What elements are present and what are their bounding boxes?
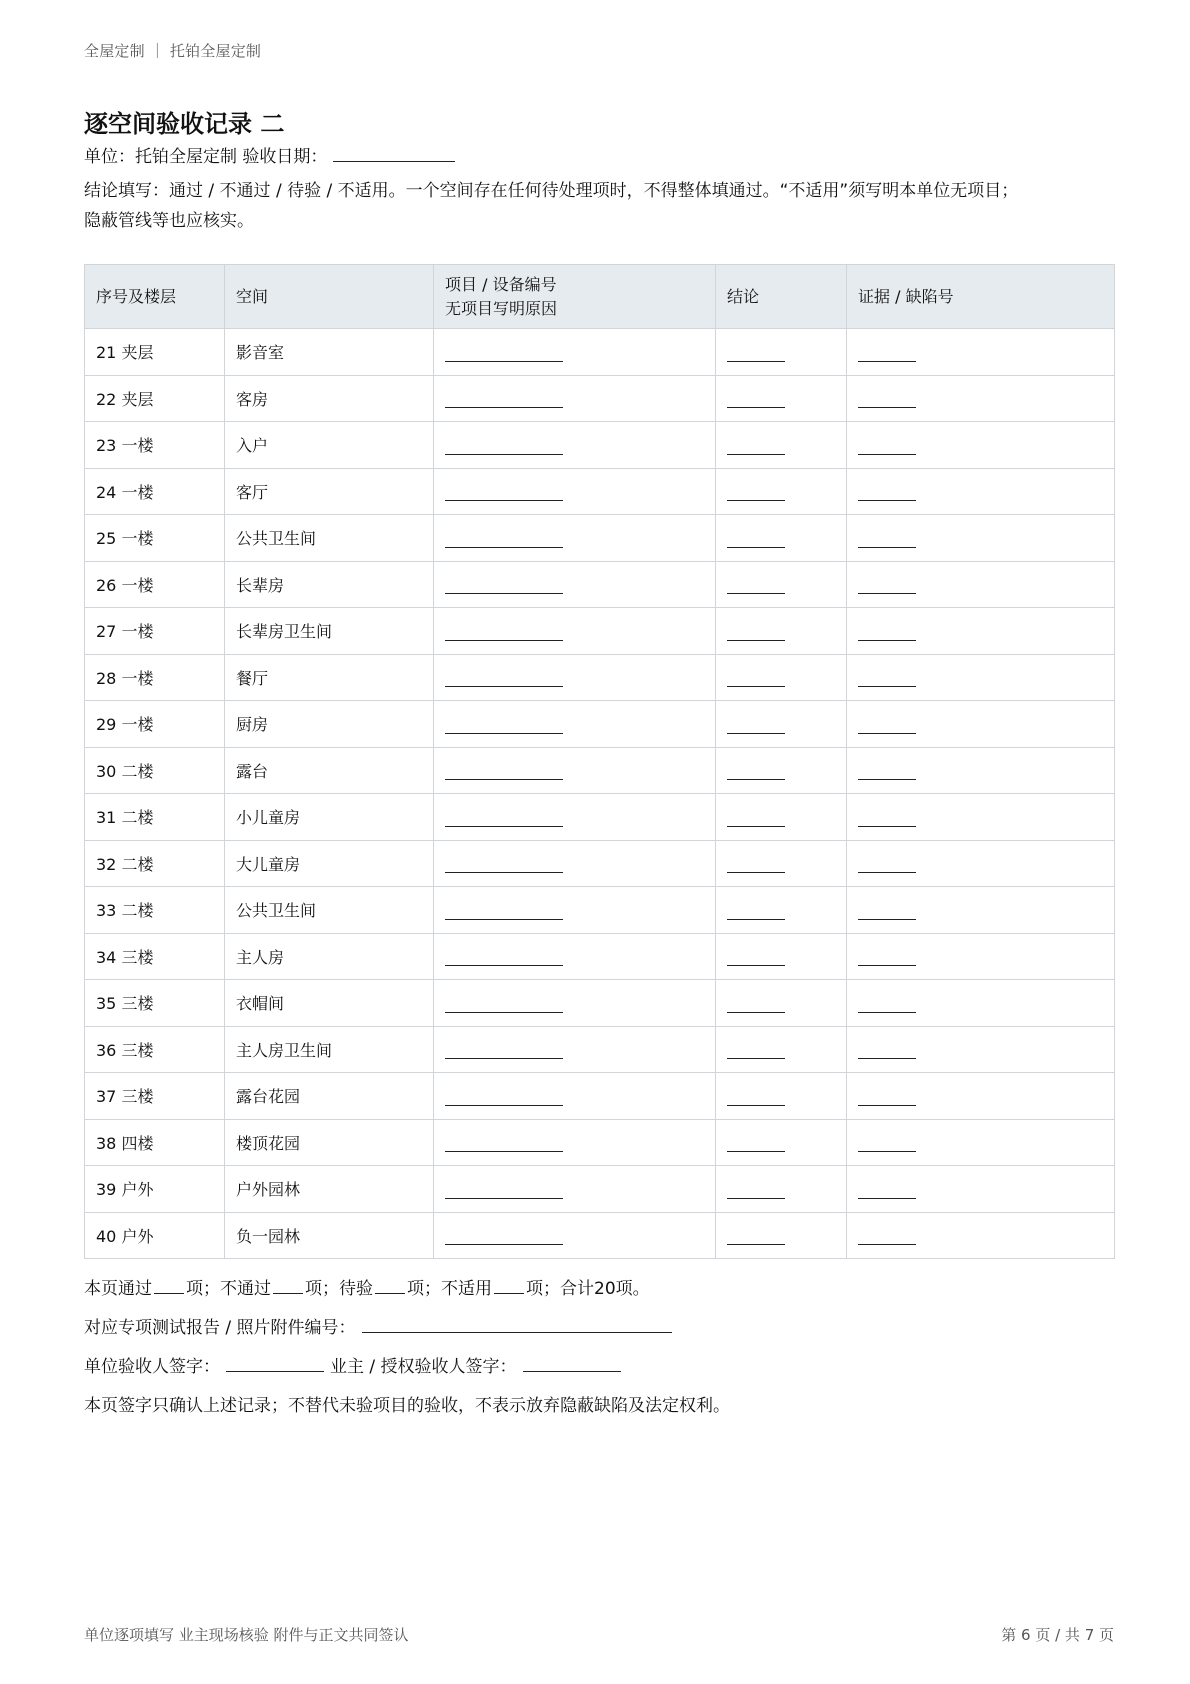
- seq-floor-cell: 26 一楼: [85, 561, 225, 608]
- evidence-field[interactable]: [858, 1088, 916, 1106]
- item-cell: [434, 840, 716, 887]
- item-cell: [434, 561, 716, 608]
- unit-signature-field[interactable]: [226, 1354, 324, 1372]
- conclusion-cell: [716, 375, 847, 422]
- conclusion-field[interactable]: [727, 576, 785, 594]
- evidence-field[interactable]: [858, 390, 916, 408]
- evidence-field[interactable]: [858, 576, 916, 594]
- owner-signature-label: 业主 / 授权验收人签字：: [330, 1357, 517, 1377]
- evidence-cell: [847, 515, 1115, 562]
- running-header: 全屋定制 ｜ 托铂全屋定制: [84, 42, 262, 60]
- table-row: [85, 980, 1115, 1027]
- conclusion-cell: [716, 468, 847, 515]
- table-row: [85, 561, 1115, 608]
- unit-date-label: 单位：托铂全屋定制 验收日期：: [84, 147, 328, 167]
- table-row: [85, 747, 1115, 794]
- seq-floor-cell: 28 一楼: [85, 654, 225, 701]
- conclusion-field[interactable]: [727, 902, 785, 920]
- evidence-cell: [847, 422, 1115, 469]
- conclusion-cell: [716, 329, 847, 376]
- item-cell: [434, 654, 716, 701]
- evidence-field[interactable]: [858, 483, 916, 501]
- space-cell: 主人房卫生间: [225, 1026, 434, 1073]
- evidence-field[interactable]: [858, 437, 916, 455]
- instruction-text: [84, 176, 1114, 236]
- item-number-field[interactable]: [445, 1041, 563, 1059]
- conclusion-field[interactable]: [727, 716, 785, 734]
- signature-line: [84, 1352, 1114, 1382]
- seq-floor-cell: 34 三楼: [85, 933, 225, 980]
- table-row: [85, 608, 1115, 655]
- item-cell: [434, 1166, 716, 1213]
- conclusion-field[interactable]: [727, 809, 785, 827]
- item-number-field[interactable]: [445, 1227, 563, 1245]
- summary-unit: 项；: [305, 1279, 339, 1299]
- evidence-cell: [847, 1073, 1115, 1120]
- item-number-field[interactable]: [445, 437, 563, 455]
- evidence-cell: [847, 1026, 1115, 1073]
- evidence-field[interactable]: [858, 1041, 916, 1059]
- table-row: [85, 701, 1115, 748]
- seq-floor-cell: 37 三楼: [85, 1073, 225, 1120]
- unit-signature-label: 单位验收人签字：: [84, 1357, 220, 1377]
- seq-floor-cell: 30 二楼: [85, 747, 225, 794]
- evidence-field[interactable]: [858, 762, 916, 780]
- conclusion-field[interactable]: [727, 437, 785, 455]
- evidence-cell: [847, 1212, 1115, 1259]
- table-row: [85, 375, 1115, 422]
- conclusion-field[interactable]: [727, 1227, 785, 1245]
- conclusion-field[interactable]: [727, 995, 785, 1013]
- evidence-cell: [847, 933, 1115, 980]
- seq-floor-cell: 22 夹层: [85, 375, 225, 422]
- item-number-field[interactable]: [445, 344, 563, 362]
- table-row: [85, 1026, 1115, 1073]
- evidence-field[interactable]: [858, 995, 916, 1013]
- conclusion-cell: [716, 1119, 847, 1166]
- space-cell: 露台: [225, 747, 434, 794]
- conclusion-cell: [716, 980, 847, 1027]
- report-number-label: 对应专项测试报告 / 照片附件编号：: [84, 1318, 356, 1338]
- summary-fail-label: 不通过: [220, 1279, 271, 1299]
- seq-floor-cell: 24 一楼: [85, 468, 225, 515]
- space-cell: 小儿童房: [225, 794, 434, 841]
- inspection-date-field[interactable]: [333, 144, 455, 162]
- evidence-cell: [847, 654, 1115, 701]
- item-cell: [434, 608, 716, 655]
- conclusion-field[interactable]: [727, 344, 785, 362]
- column-header-item: [434, 265, 716, 329]
- conclusion-field[interactable]: [727, 1134, 785, 1152]
- item-cell: [434, 1119, 716, 1166]
- column-header-item-line1: 项目 / 设备编号: [445, 274, 557, 294]
- item-cell: [434, 515, 716, 562]
- evidence-field[interactable]: [858, 1134, 916, 1152]
- evidence-cell: [847, 1119, 1115, 1166]
- table-row: [85, 1073, 1115, 1120]
- conclusion-field[interactable]: [727, 1041, 785, 1059]
- evidence-cell: [847, 794, 1115, 841]
- page-summary-line: [84, 1274, 1114, 1304]
- conclusion-field[interactable]: [727, 948, 785, 966]
- seq-floor-cell: 36 三楼: [85, 1026, 225, 1073]
- summary-total: 合计20项。: [560, 1279, 650, 1299]
- conclusion-field[interactable]: [727, 483, 785, 501]
- evidence-cell: [847, 329, 1115, 376]
- seq-floor-cell: 38 四楼: [85, 1119, 225, 1166]
- space-cell: 主人房: [225, 933, 434, 980]
- item-number-field[interactable]: [445, 716, 563, 734]
- seq-floor-cell: 27 一楼: [85, 608, 225, 655]
- conclusion-cell: [716, 654, 847, 701]
- item-cell: [434, 1026, 716, 1073]
- item-number-field[interactable]: [445, 995, 563, 1013]
- space-cell: 公共卫生间: [225, 887, 434, 934]
- table-row: [85, 1212, 1115, 1259]
- evidence-cell: [847, 980, 1115, 1027]
- item-number-field[interactable]: [445, 1088, 563, 1106]
- item-cell: [434, 701, 716, 748]
- table-row: [85, 933, 1115, 980]
- evidence-field[interactable]: [858, 716, 916, 734]
- evidence-field[interactable]: [858, 855, 916, 873]
- conclusion-cell: [716, 887, 847, 934]
- seq-floor-cell: 40 户外: [85, 1212, 225, 1259]
- inspection-table: [84, 264, 1115, 1259]
- unit-date-line: [84, 142, 1114, 172]
- column-header-item-line2: 无项目写明原因: [445, 298, 558, 318]
- footer-note: 单位逐项填写 业主现场核验 附件与正文共同签认: [84, 1626, 409, 1644]
- column-header-conclusion: 结论: [716, 265, 847, 329]
- evidence-field[interactable]: [858, 1181, 916, 1199]
- conclusion-cell: [716, 794, 847, 841]
- evidence-cell: [847, 468, 1115, 515]
- evidence-cell: [847, 840, 1115, 887]
- column-header-space: 空间: [225, 265, 434, 329]
- item-number-field[interactable]: [445, 623, 563, 641]
- page-title: 逐空间验收记录 二: [84, 110, 285, 138]
- seq-floor-cell: 32 二楼: [85, 840, 225, 887]
- summary-pending-label: 待验: [339, 1279, 373, 1299]
- seq-floor-cell: 33 二楼: [85, 887, 225, 934]
- conclusion-cell: [716, 1212, 847, 1259]
- summary-unit: 项；: [526, 1279, 560, 1299]
- space-cell: 餐厅: [225, 654, 434, 701]
- table-header-row: [85, 265, 1115, 329]
- evidence-field[interactable]: [858, 948, 916, 966]
- item-cell: [434, 887, 716, 934]
- table-row: [85, 794, 1115, 841]
- evidence-field[interactable]: [858, 809, 916, 827]
- table-row: [85, 887, 1115, 934]
- item-number-field[interactable]: [445, 762, 563, 780]
- conclusion-field[interactable]: [727, 623, 785, 641]
- seq-floor-cell: 25 一楼: [85, 515, 225, 562]
- evidence-field[interactable]: [858, 1227, 916, 1245]
- item-number-field[interactable]: [445, 576, 563, 594]
- seq-floor-cell: 29 一楼: [85, 701, 225, 748]
- item-number-field[interactable]: [445, 1134, 563, 1152]
- item-cell: [434, 375, 716, 422]
- owner-signature-field[interactable]: [523, 1354, 621, 1372]
- conclusion-field[interactable]: [727, 1088, 785, 1106]
- conclusion-cell: [716, 515, 847, 562]
- item-cell: [434, 794, 716, 841]
- conclusion-cell: [716, 561, 847, 608]
- seq-floor-cell: 35 三楼: [85, 980, 225, 1027]
- item-cell: [434, 933, 716, 980]
- item-number-field[interactable]: [445, 390, 563, 408]
- space-cell: 户外园林: [225, 1166, 434, 1213]
- evidence-cell: [847, 608, 1115, 655]
- item-cell: [434, 329, 716, 376]
- item-number-field[interactable]: [445, 530, 563, 548]
- table-row: [85, 422, 1115, 469]
- evidence-field[interactable]: [858, 530, 916, 548]
- column-header-seq-floor: 序号及楼层: [85, 265, 225, 329]
- space-cell: 大儿童房: [225, 840, 434, 887]
- conclusion-cell: [716, 840, 847, 887]
- item-cell: [434, 980, 716, 1027]
- table-row: [85, 468, 1115, 515]
- conclusion-field[interactable]: [727, 855, 785, 873]
- item-number-field[interactable]: [445, 669, 563, 687]
- seq-floor-cell: 23 一楼: [85, 422, 225, 469]
- table-row: [85, 1119, 1115, 1166]
- evidence-field[interactable]: [858, 344, 916, 362]
- page-number: 第 6 页 / 共 7 页: [1001, 1626, 1114, 1644]
- item-cell: [434, 422, 716, 469]
- item-number-field[interactable]: [445, 483, 563, 501]
- space-cell: 长辈房卫生间: [225, 608, 434, 655]
- item-number-field[interactable]: [445, 855, 563, 873]
- na-count-field[interactable]: [494, 1276, 524, 1294]
- conclusion-field[interactable]: [727, 390, 785, 408]
- item-number-field[interactable]: [445, 809, 563, 827]
- item-cell: [434, 1212, 716, 1259]
- summary-pass-label: 本页通过: [84, 1279, 152, 1299]
- signature-note: 本页签字只确认上述记录；不替代未验项目的验收，不表示放弃隐蔽缺陷及法定权利。: [84, 1396, 730, 1416]
- item-number-field[interactable]: [445, 948, 563, 966]
- instruction-line-1: 结论填写：通过 / 不通过 / 待验 / 不适用。一个空间存在任何待处理项时，不得整体填通过。“不适用”须写明本单位无项目；: [84, 181, 1019, 201]
- report-number-field[interactable]: [362, 1315, 672, 1333]
- space-cell: 厨房: [225, 701, 434, 748]
- conclusion-cell: [716, 608, 847, 655]
- table-row: [85, 1166, 1115, 1213]
- conclusion-field[interactable]: [727, 1181, 785, 1199]
- evidence-cell: [847, 701, 1115, 748]
- conclusion-cell: [716, 747, 847, 794]
- column-header-evidence: 证据 / 缺陷号: [847, 265, 1115, 329]
- space-cell: 楼顶花园: [225, 1119, 434, 1166]
- space-cell: 负一园林: [225, 1212, 434, 1259]
- pass-count-field[interactable]: [154, 1276, 184, 1294]
- evidence-field[interactable]: [858, 902, 916, 920]
- item-number-field[interactable]: [445, 902, 563, 920]
- space-cell: 衣帽间: [225, 980, 434, 1027]
- table-row: [85, 840, 1115, 887]
- evidence-field[interactable]: [858, 669, 916, 687]
- seq-floor-cell: 31 二楼: [85, 794, 225, 841]
- item-cell: [434, 468, 716, 515]
- space-cell: 客厅: [225, 468, 434, 515]
- seq-floor-cell: 21 夹层: [85, 329, 225, 376]
- conclusion-cell: [716, 701, 847, 748]
- conclusion-field[interactable]: [727, 530, 785, 548]
- item-cell: [434, 1073, 716, 1120]
- report-number-line: [84, 1313, 1114, 1343]
- evidence-cell: [847, 1166, 1115, 1213]
- table-row: [85, 329, 1115, 376]
- space-cell: 公共卫生间: [225, 515, 434, 562]
- evidence-cell: [847, 747, 1115, 794]
- evidence-field[interactable]: [858, 623, 916, 641]
- conclusion-field[interactable]: [727, 669, 785, 687]
- table-row: [85, 654, 1115, 701]
- table-row: [85, 515, 1115, 562]
- conclusion-cell: [716, 1166, 847, 1213]
- pending-count-field[interactable]: [375, 1276, 405, 1294]
- fail-count-field[interactable]: [273, 1276, 303, 1294]
- space-cell: 入户: [225, 422, 434, 469]
- item-cell: [434, 747, 716, 794]
- conclusion-cell: [716, 1026, 847, 1073]
- conclusion-cell: [716, 933, 847, 980]
- conclusion-cell: [716, 1073, 847, 1120]
- table-body: [85, 329, 1115, 1259]
- space-cell: 客房: [225, 375, 434, 422]
- summary-unit: 项；: [186, 1279, 220, 1299]
- conclusion-cell: [716, 422, 847, 469]
- summary-na-label: 不适用: [441, 1279, 492, 1299]
- evidence-cell: [847, 561, 1115, 608]
- item-number-field[interactable]: [445, 1181, 563, 1199]
- space-cell: 长辈房: [225, 561, 434, 608]
- evidence-cell: [847, 887, 1115, 934]
- conclusion-field[interactable]: [727, 762, 785, 780]
- space-cell: 露台花园: [225, 1073, 434, 1120]
- instruction-line-2: 隐蔽管线等也应核实。: [84, 211, 254, 231]
- evidence-cell: [847, 375, 1115, 422]
- seq-floor-cell: 39 户外: [85, 1166, 225, 1213]
- space-cell: 影音室: [225, 329, 434, 376]
- summary-unit: 项；: [407, 1279, 441, 1299]
